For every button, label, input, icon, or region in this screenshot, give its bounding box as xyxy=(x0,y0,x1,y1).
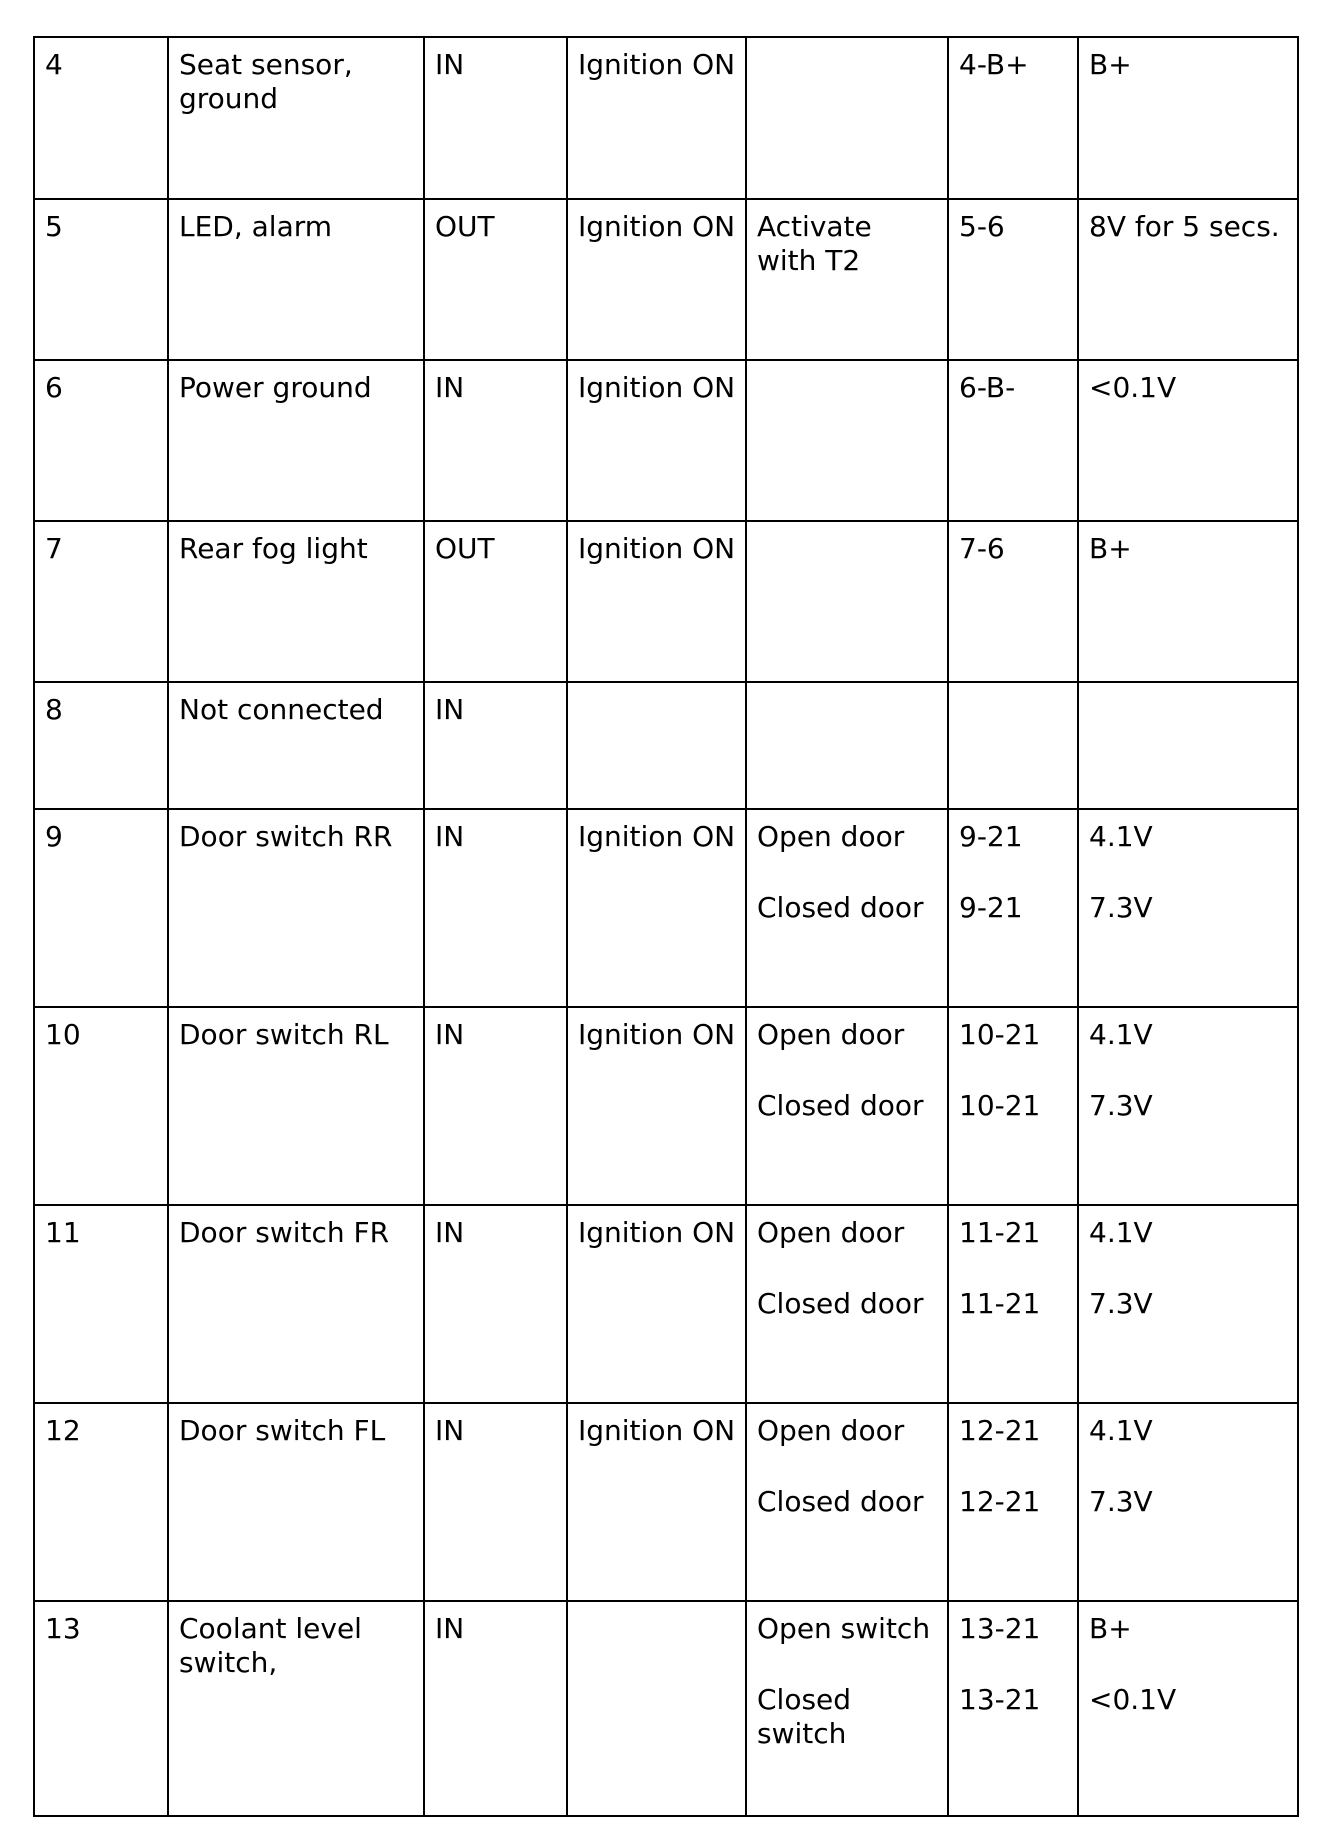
pin-number-cell xyxy=(34,1403,168,1601)
test-condition-text: Ignition ON xyxy=(578,210,736,243)
expected-value-cell xyxy=(1078,360,1298,521)
pin-number-cell xyxy=(34,1007,168,1205)
expected-value-line: <0.1V xyxy=(1089,371,1177,404)
pin-function-cell xyxy=(168,199,424,360)
measure-between-cell xyxy=(948,521,1078,682)
pin-number-text: 10 xyxy=(45,1018,81,1051)
expected-value-cell xyxy=(1078,199,1298,360)
table-row xyxy=(34,809,1298,1007)
test-state-line: Closed switch xyxy=(757,1683,852,1750)
pin-number-text: 7 xyxy=(45,532,63,565)
expected-value-line: <0.1V xyxy=(1089,1683,1177,1716)
test-state-line: Closed door xyxy=(757,1089,924,1122)
pin-number-cell xyxy=(34,199,168,360)
signal-direction-cell xyxy=(424,521,567,682)
signal-direction-text: IN xyxy=(435,1216,465,1249)
pin-number-text: 11 xyxy=(45,1216,81,1249)
test-state-line: Closed door xyxy=(757,891,924,924)
test-state-cell xyxy=(746,1205,948,1403)
test-state-cell xyxy=(746,1007,948,1205)
pin-number-cell xyxy=(34,1205,168,1403)
pin-function-cell xyxy=(168,37,424,199)
test-state-line: Open door xyxy=(757,820,905,853)
signal-direction-cell xyxy=(424,37,567,199)
measure-between-line: 4-B+ xyxy=(959,48,1029,81)
signal-direction-cell xyxy=(424,809,567,1007)
signal-direction-text: OUT xyxy=(435,210,495,243)
test-state-line: Open door xyxy=(757,1018,905,1051)
pin-function-cell xyxy=(168,1007,424,1205)
expected-value-line: 7.3V xyxy=(1089,1089,1153,1122)
expected-value-line: 4.1V xyxy=(1089,1414,1153,1447)
test-condition-cell xyxy=(567,199,746,360)
measure-between-line: 10-21 xyxy=(959,1018,1041,1051)
test-condition-cell xyxy=(567,1205,746,1403)
test-condition-text: Ignition ON xyxy=(578,371,736,404)
pin-function-text: Power ground xyxy=(179,371,372,404)
measure-between-cell xyxy=(948,1403,1078,1601)
test-state-cell xyxy=(746,521,948,682)
signal-direction-cell xyxy=(424,1601,567,1816)
table-row xyxy=(34,199,1298,360)
measure-between-line: 5-6 xyxy=(959,210,1005,243)
measure-between-cell xyxy=(948,199,1078,360)
test-state-cell xyxy=(746,1601,948,1816)
signal-direction-text: IN xyxy=(435,693,465,726)
signal-direction-text: IN xyxy=(435,1612,465,1645)
measure-between-line: 13-21 xyxy=(959,1612,1041,1645)
test-condition-cell xyxy=(567,1403,746,1601)
measure-between-line: 10-21 xyxy=(959,1089,1041,1122)
pin-function-text: Seat sensor, ground xyxy=(179,48,353,115)
expected-value-line: 7.3V xyxy=(1089,1287,1153,1320)
pin-function-cell xyxy=(168,360,424,521)
pin-number-text: 4 xyxy=(45,48,63,81)
signal-direction-text: IN xyxy=(435,371,465,404)
measure-between-cell xyxy=(948,1601,1078,1816)
measure-between-line: 9-21 xyxy=(959,891,1023,924)
expected-value-cell xyxy=(1078,37,1298,199)
expected-value-cell xyxy=(1078,521,1298,682)
measure-between-cell xyxy=(948,809,1078,1007)
test-state-cell xyxy=(746,1403,948,1601)
pin-function-cell xyxy=(168,1205,424,1403)
expected-value-cell xyxy=(1078,1007,1298,1205)
pin-function-text: Coolant level switch, xyxy=(179,1612,362,1679)
expected-value-line: 7.3V xyxy=(1089,891,1153,924)
measure-between-cell xyxy=(948,682,1078,809)
test-condition-cell xyxy=(567,682,746,809)
signal-direction-cell xyxy=(424,360,567,521)
pin-number-text: 12 xyxy=(45,1414,81,1447)
pin-function-text: Door switch RR xyxy=(179,820,393,853)
measure-between-line: 13-21 xyxy=(959,1683,1041,1716)
expected-value-line: 4.1V xyxy=(1089,1216,1153,1249)
expected-value-cell xyxy=(1078,1403,1298,1601)
measure-between-line: 12-21 xyxy=(959,1485,1041,1518)
expected-value-cell xyxy=(1078,682,1298,809)
test-state-cell xyxy=(746,37,948,199)
pin-number-cell xyxy=(34,809,168,1007)
pin-number-cell xyxy=(34,682,168,809)
measure-between-line: 7-6 xyxy=(959,532,1005,565)
pin-function-text: Door switch FL xyxy=(179,1414,386,1447)
test-state-line: Closed door xyxy=(757,1287,924,1320)
test-state-line: Closed door xyxy=(757,1485,924,1518)
test-condition-text: Ignition ON xyxy=(578,1216,736,1249)
measure-between-line: 11-21 xyxy=(959,1216,1041,1249)
expected-value-line: 8V for 5 secs. xyxy=(1089,210,1280,243)
test-condition-text: Ignition ON xyxy=(578,820,736,853)
measure-between-line: 12-21 xyxy=(959,1414,1041,1447)
expected-value-line: B+ xyxy=(1089,48,1132,81)
pin-function-text: Not connected xyxy=(179,693,384,726)
table-row xyxy=(34,360,1298,521)
expected-value-cell xyxy=(1078,1601,1298,1816)
pin-number-text: 13 xyxy=(45,1612,81,1645)
pin-function-cell xyxy=(168,682,424,809)
signal-direction-cell xyxy=(424,1205,567,1403)
pin-function-cell xyxy=(168,1403,424,1601)
pin-number-text: 8 xyxy=(45,693,63,726)
test-condition-text: Ignition ON xyxy=(578,1018,736,1051)
pin-function-cell xyxy=(168,521,424,682)
signal-direction-text: IN xyxy=(435,820,465,853)
signal-direction-cell xyxy=(424,682,567,809)
table-row xyxy=(34,1403,1298,1601)
pin-function-cell xyxy=(168,1601,424,1816)
pin-number-cell xyxy=(34,1601,168,1816)
test-condition-cell xyxy=(567,809,746,1007)
pin-table-body xyxy=(34,37,1298,1816)
test-condition-cell xyxy=(567,1007,746,1205)
measure-between-cell xyxy=(948,1205,1078,1403)
test-state-line: Open door xyxy=(757,1216,905,1249)
test-condition-text: Ignition ON xyxy=(578,48,736,81)
signal-direction-text: OUT xyxy=(435,532,495,565)
pin-number-cell xyxy=(34,37,168,199)
expected-value-line: 7.3V xyxy=(1089,1485,1153,1518)
test-condition-cell xyxy=(567,521,746,682)
expected-value-line: B+ xyxy=(1089,532,1132,565)
expected-value-cell xyxy=(1078,809,1298,1007)
table-row xyxy=(34,1205,1298,1403)
pin-number-cell xyxy=(34,521,168,682)
test-state-line: Open switch xyxy=(757,1612,931,1645)
test-condition-cell xyxy=(567,1601,746,1816)
pin-function-text: Rear fog light xyxy=(179,532,368,565)
pin-number-cell xyxy=(34,360,168,521)
measure-between-line: 6-B- xyxy=(959,371,1016,404)
table-row xyxy=(34,521,1298,682)
test-state-cell xyxy=(746,360,948,521)
test-state-cell xyxy=(746,682,948,809)
test-state-line: Open door xyxy=(757,1414,905,1447)
signal-direction-text: IN xyxy=(435,1414,465,1447)
signal-direction-cell xyxy=(424,199,567,360)
signal-direction-cell xyxy=(424,1403,567,1601)
pin-function-text: LED, alarm xyxy=(179,210,333,243)
measure-between-cell xyxy=(948,37,1078,199)
table-row xyxy=(34,1601,1298,1816)
signal-direction-text: IN xyxy=(435,1018,465,1051)
pin-table xyxy=(33,36,1299,1817)
measure-between-cell xyxy=(948,360,1078,521)
pin-number-text: 9 xyxy=(45,820,63,853)
measure-between-line: 11-21 xyxy=(959,1287,1041,1320)
table-row xyxy=(34,682,1298,809)
test-state-line: Activate with T2 xyxy=(757,210,872,277)
test-state-cell xyxy=(746,809,948,1007)
measure-between-line: 9-21 xyxy=(959,820,1023,853)
test-condition-cell xyxy=(567,360,746,521)
pin-function-text: Door switch RL xyxy=(179,1018,389,1051)
expected-value-line: B+ xyxy=(1089,1612,1132,1645)
pin-function-text: Door switch FR xyxy=(179,1216,390,1249)
test-condition-cell xyxy=(567,37,746,199)
table-row xyxy=(34,37,1298,199)
expected-value-line: 4.1V xyxy=(1089,820,1153,853)
signal-direction-cell xyxy=(424,1007,567,1205)
test-condition-text: Ignition ON xyxy=(578,1414,736,1447)
expected-value-line: 4.1V xyxy=(1089,1018,1153,1051)
signal-direction-text: IN xyxy=(435,48,465,81)
pin-number-text: 6 xyxy=(45,371,63,404)
test-state-cell xyxy=(746,199,948,360)
measure-between-cell xyxy=(948,1007,1078,1205)
test-condition-text: Ignition ON xyxy=(578,532,736,565)
pin-function-cell xyxy=(168,809,424,1007)
table-row xyxy=(34,1007,1298,1205)
expected-value-cell xyxy=(1078,1205,1298,1403)
pin-number-text: 5 xyxy=(45,210,63,243)
